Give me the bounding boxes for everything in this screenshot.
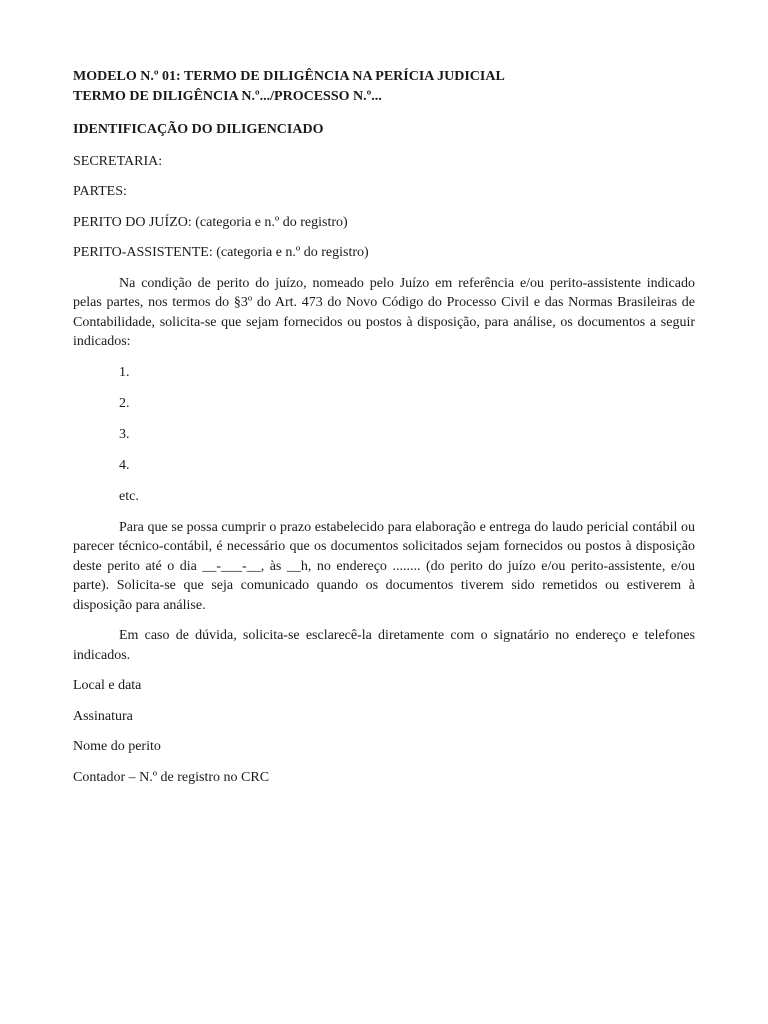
field-perito-assistente: PERITO-ASSISTENTE: (categoria e n.º do registro) (73, 245, 369, 260)
title-line-model: MODELO N.º 01: TERMO DE DILIGÊNCIA NA PERÍCIA JUDICIAL (73, 69, 505, 84)
list-item: 2. (119, 395, 130, 411)
document-title (73, 67, 695, 106)
field-perito-juizo: PERITO DO JUÍZO: (categoria e n.º do registro) (73, 214, 348, 230)
closing-assinatura: Assinatura (73, 708, 133, 724)
paragraph-request: Na condição de perito do juízo, nomeado pelo Juízo em referência e/ou perito-assistente indicado pelas partes, nos termos do §3º do Art. 473 do Novo Código do Processo Civil e das Normas Brasileiras de Contabilidade, solicita-se que sejam fornecidos ou postos à disposição, para análise, os documentos a seguir indicados: (73, 275, 695, 349)
document-list (73, 363, 695, 507)
field-partes: PARTES: (73, 184, 127, 199)
section-heading: IDENTIFICAÇÃO DO DILIGENCIADO (73, 122, 324, 137)
field-secretaria: SECRETARIA: (73, 153, 163, 169)
paragraph-deadline: Para que se possa cumprir o prazo estabelecido para elaboração e entrega do laudo pericial contábil ou parecer técnico-contábil, é necessário que os documentos solicitados sejam fornecidos ou postos à disposição deste perito até o dia __-___-__, às __h, no endereço ........ (do perito do juízo e/ou perito-assistente, e/ou parte). Solicita-se que seja comunicado quando os documentos tiverem sido remetidos ou estiverem à disposição para análise. (73, 519, 695, 613)
list-item: 4. (119, 457, 130, 473)
document-page (73, 67, 695, 798)
list-item: etc. (119, 488, 139, 504)
closing-registro-crc: Contador – N.º de registro no CRC (73, 769, 270, 785)
list-item: 1. (119, 364, 130, 380)
list-item: 3. (119, 426, 130, 442)
closing-nome-perito: Nome do perito (73, 739, 161, 754)
closing-local-data: Local e data (73, 678, 142, 693)
title-line-process: TERMO DE DILIGÊNCIA N.º.../PROCESSO N.º... (73, 88, 382, 104)
paragraph-doubts: Em caso de dúvida, solicita-se esclarecê-la diretamente com o signatário no endereço e telefones indicados. (73, 628, 695, 663)
